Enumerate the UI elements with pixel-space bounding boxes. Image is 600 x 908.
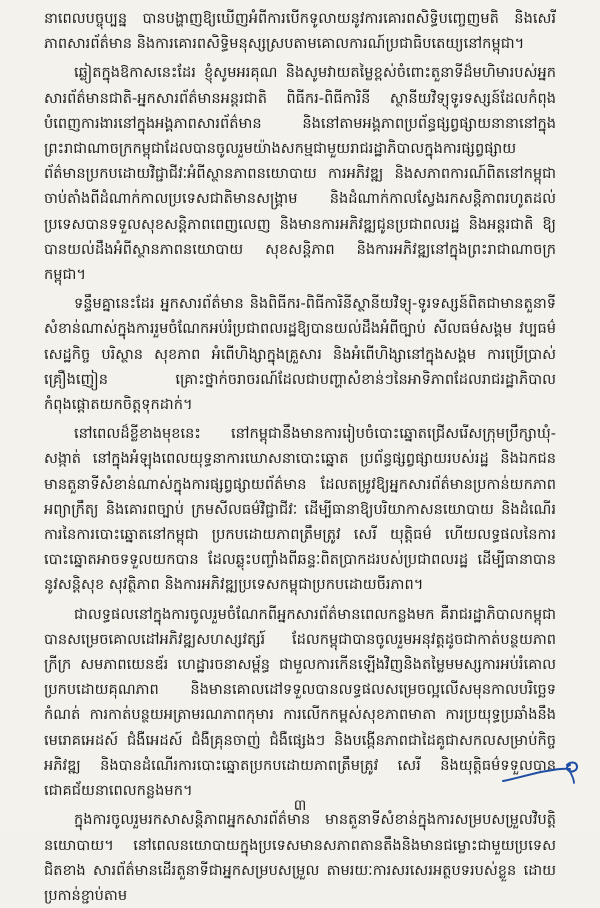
paragraph-3: ទន្ទឹមគ្នានេះដែរ អ្នកសារព័ត៌មាន និងពិធីករ-ពិធីការិនីស្ថានីយវិទ្យុ-ទូរទស្សន៍ពិតជាមានតួនាទីសំខាន់ណាស់ក្នុងការរួមចំណែកអប់រំប្រជាពលរដ្ឋឱ្យបានយល់ដឹងអំពីច្បាប់ សីលធម៌សង្គម វប្បធម៌ សេដ្ឋកិច្ច បរិស្ថាន សុខភាព អំពើហិង្សាក្នុងគ្រួសារ និងអំពើហិង្សានៅក្នុងសង្គម ការប្រើប្រាស់គ្រឿងញៀន គ្រោះថ្នាក់ចរាចរណ៍ដែលជាបញ្ហាសំខាន់ៗនៃអាទិភាពដែលរាជរដ្ឋាភិបាលកំពុងផ្តោតយកចិត្តទុកដាក់។ xyxy=(44,295,556,414)
page-number: ៣ xyxy=(293,796,307,814)
signature-mark xyxy=(500,752,582,792)
paragraph-2: ឆ្លៀតក្នុងឱកាសនេះដែរ ខ្ញុំសូមអរគុណ និងសូមវាយតម្លៃខ្ពស់ចំពោះតួនាទីដ៏មហិមារបស់អ្នកសារព័ត៌មានជាតិ-អ្នកសារព័ត៌មានអន្តរជាតិ ពិធីករ-ពិធីការិនី ស្ថានីយវិទ្យុទូរទស្សន៍ដែលកំពុងបំពេញការងារនៅក្នុងអង្គភាពសារព័ត៌មាន និងនៅតាមអង្គភាពប្រព័ន្ធផ្សព្វផ្សាយនានានៅក្នុងព្រះរាជាណាចក្រកម្ពុជាដែលបានចូលរួមយ៉ាងសកម្មជាមួយរាជរដ្ឋាភិបាលក្នុងការផ្សព្វផ្សាយព័ត៌មានប្រកបដោយវិជ្ជាជីវៈអំពីស្ថានភាពនយោបាយ ការអភិវឌ្ឍ និងសភាពការណ៍ពិតនៅកម្ពុជា ចាប់តាំងពីដំណាក់កាលប្រទេសជាតិមានសង្គ្រាម និងដំណាក់កាលស្វែងរកសន្តិភាពរហូតដល់ប្រទេសបានទទួលសុខសន្តិភាពពេញលេញ និងមានការអភិវឌ្ឍជូនប្រជាពលរដ្ឋ និងអន្តរជាតិ ឱ្យបានយល់ដឹងអំពីស្ថានភាពនយោបាយ សុខសន្តិភាព និងការអភិវឌ្ឍនៅក្នុងព្រះរាជាណាចក្រកម្ពុជា។ xyxy=(44,64,556,284)
paragraph-4: នៅពេលដ៏ខ្លីខាងមុខនេះ នៅកម្ពុជានឹងមានការរៀបចំបោះឆ្នោតជ្រើសរើសក្រុមប្រឹក្សាឃុំ-សង្កាត់ នៅក្នុងអំឡុងពេលយុទ្ធនាការឃោសនាបោះឆ្នោត ប្រព័ន្ធផ្សព្វផ្សាយរបស់រដ្ឋ និងឯកជនមានតួនាទីសំខាន់ណាស់ក្នុងការផ្សព្វផ្សាយព័ត៌មាន ដែលតម្រូវឱ្យអ្នកសារព័ត៌មានប្រកាន់យកភាពអព្យាក្រឹត្យ និងគោរពច្បាប់ ក្រមសីលធម៌វិជ្ជាជីវៈ ដើម្បីធានាឱ្យបរិយាកាសនយោបាយ និងដំណើរការនៃការបោះឆ្នោតនៅកម្ពុជា ប្រកបដោយភាពត្រឹមត្រូវ សេរី យុត្តិធម៌ ហើយលទ្ធផលនៃការបោះឆ្នោតអាចទទួលយកបាន ដែលឆ្លុះបញ្ចាំងពីឆន្ទៈពិតប្រាកដរបស់ប្រជាពលរដ្ឋ ដើម្បីធានាបាននូវសន្តិសុខ សុវត្ថិភាព និងការអភិវឌ្ឍប្រទេសកម្ពុជាប្រកបដោយចីរភាព។ xyxy=(44,425,556,594)
paragraph-1: នាពេលបច្ចុប្បន្ន បានបង្ហាញឱ្យឃើញអំពីការបើកទូលាយនូវការគោរពសិទ្ធិបញ្ចេញមតិ និងសេរីភាពសារព័ត៌មាន និងការគោរពសិទ្ធិមនុស្សស្របតាមគោលការណ៍ប្រជាធិបតេយ្យនៅកម្ពុជា។ xyxy=(44,10,556,53)
paragraph-6: ក្នុងការចូលរួមរកសាសន្តិភាពអ្នកសារព័ត៌មាន មានតួនាទីសំខាន់ក្នុងការសម្របសម្រួលវិបត្តិនយោបាយ។ នៅពេលនយោបាយក្នុងប្រទេសមានសភាពតានតឹងនិងមានជម្លោះជាមួយប្រទេសជិតខាង សារព័ត៌មានដើរតួនាទីជាអ្នកសម្របសម្រួល តាមរយៈការសរសេរអត្ថបទរបស់ខ្លួន ដោយប្រកាន់ខ្ជាប់តាម xyxy=(44,811,556,904)
paragraph-5: ជាលទ្ធផលនៅក្នុងការចូលរួមចំណែកពីអ្នកសារព័ត៌មានពេលកន្លងមក គឺរាជរដ្ឋាភិបាលកម្ពុជាបានសម្រេចគោលដៅអភិវឌ្ឍសហស្សវត្សរ៍ ដែលកម្ពុជាបានចូលរួមអនុវត្តដូចជាកាត់បន្ថយភាពក្រីក្រ សមភាពយេនឌ័រ ហេដ្ឋារចនាសម្ព័ន្ធ ជាមួលការកើនឡើងវិញនិងតម្លៃមមស្សការអប់រំគោលប្រកបដោយគុណភាព និងមានគោលដៅទទួលបានលទ្ធផលសម្រេចល្អលើសមុនកាលបរិច្ឆេទកំណត់ ការកាត់បន្ថយអត្រាមរណភាពកុមារ ការលើកកម្ពស់សុខភាពមាតា ការប្រយុទ្ធប្រឆាំងនឹងមេរោគអេដស៍ ជំងឺអេដស៍ ជំងឺគ្រុនចាញ់ ជំងឺផ្សេងៗ និងបង្កើនភាពជាដៃគូជាសកលសម្រាប់កិច្ចអភិវឌ្ឍ និងបានដំណើរការបោះឆ្នោតប្រកបដោយភាពត្រឹមត្រូវ សេរី និងយុត្តិធម៌ទទួលបានជោគជ័យនាពេលកន្លងមក។ xyxy=(44,605,556,800)
